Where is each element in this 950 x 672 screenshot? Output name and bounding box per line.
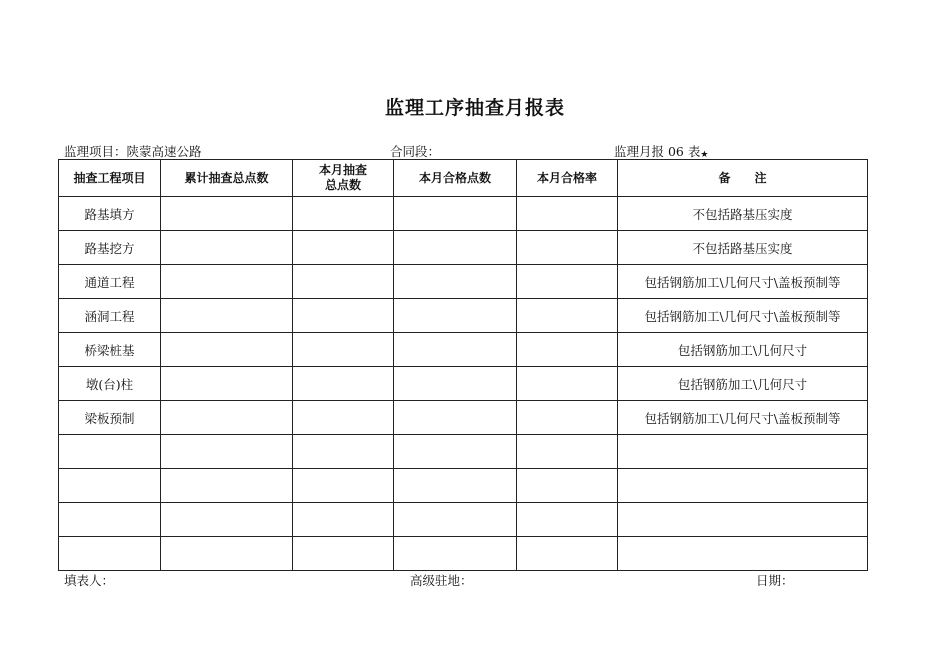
cell-month-points[interactable] bbox=[293, 265, 394, 299]
cell-item[interactable]: 梁板预制 bbox=[59, 401, 161, 435]
cell-month-points[interactable] bbox=[293, 503, 394, 537]
cell-remarks[interactable] bbox=[618, 469, 868, 503]
senior-office-label: 高级驻地： bbox=[410, 573, 473, 588]
col-header-cumulative-points: 累计抽查总点数 bbox=[161, 160, 293, 197]
form-number-text: 监理月报 06 表 bbox=[614, 144, 701, 159]
cell-item[interactable]: 桥梁桩基 bbox=[59, 333, 161, 367]
cell-remarks[interactable] bbox=[618, 435, 868, 469]
cell-month-pass-points[interactable] bbox=[394, 537, 517, 571]
cell-month-points[interactable] bbox=[293, 401, 394, 435]
cell-month-pass-points[interactable] bbox=[394, 333, 517, 367]
table-row bbox=[59, 469, 868, 503]
col-header-remarks-b: 注 bbox=[754, 170, 767, 185]
cell-month-pass-rate[interactable] bbox=[517, 367, 618, 401]
cell-cumulative-points[interactable] bbox=[161, 265, 293, 299]
col-header-remarks-a: 备 bbox=[718, 170, 731, 185]
contract-section-label: 合同段： bbox=[390, 144, 441, 159]
cell-item[interactable] bbox=[59, 469, 161, 503]
cell-month-pass-rate[interactable] bbox=[517, 299, 618, 333]
col-header-month-points-line1: 本月抽查 bbox=[318, 163, 367, 177]
cell-month-pass-points[interactable] bbox=[394, 197, 517, 231]
cell-item[interactable]: 墩(台)柱 bbox=[59, 367, 161, 401]
cell-remarks[interactable]: 包括钢筋加工\几何尺寸 bbox=[618, 367, 868, 401]
cell-cumulative-points[interactable] bbox=[161, 435, 293, 469]
cell-remarks[interactable]: 不包括路基压实度 bbox=[618, 231, 868, 265]
cell-cumulative-points[interactable] bbox=[161, 333, 293, 367]
form-number bbox=[614, 142, 708, 160]
cell-cumulative-points[interactable] bbox=[161, 231, 293, 265]
cell-month-points[interactable] bbox=[293, 435, 394, 469]
cell-remarks[interactable] bbox=[618, 503, 868, 537]
cell-cumulative-points[interactable] bbox=[161, 503, 293, 537]
cell-remarks[interactable]: 不包括路基压实度 bbox=[618, 197, 868, 231]
cell-month-points[interactable] bbox=[293, 333, 394, 367]
cell-month-pass-points[interactable] bbox=[394, 265, 517, 299]
cell-item[interactable] bbox=[59, 503, 161, 537]
cell-cumulative-points[interactable] bbox=[161, 197, 293, 231]
col-header-month-points-line2: 总点数 bbox=[324, 178, 361, 192]
table-row bbox=[59, 435, 868, 469]
cell-item[interactable]: 路基挖方 bbox=[59, 231, 161, 265]
cell-cumulative-points[interactable] bbox=[161, 401, 293, 435]
cell-month-points[interactable] bbox=[293, 367, 394, 401]
cell-month-pass-points[interactable] bbox=[394, 401, 517, 435]
project-label: 监理项目：陕蒙高速公路 bbox=[64, 144, 202, 159]
cell-month-points[interactable] bbox=[293, 197, 394, 231]
col-header-month-pass-points: 本月合格点数 bbox=[394, 160, 517, 197]
table-row bbox=[59, 503, 868, 537]
cell-month-pass-points[interactable] bbox=[394, 503, 517, 537]
cell-month-pass-points[interactable] bbox=[394, 299, 517, 333]
cell-month-pass-points[interactable] bbox=[394, 435, 517, 469]
col-header-month-points bbox=[293, 160, 394, 197]
cell-month-pass-rate[interactable] bbox=[517, 435, 618, 469]
cell-remarks[interactable]: 包括钢筋加工\几何尺寸\盖板预制等 bbox=[618, 265, 868, 299]
cell-month-pass-rate[interactable] bbox=[517, 401, 618, 435]
cell-month-pass-points[interactable] bbox=[394, 231, 517, 265]
cell-month-pass-rate[interactable] bbox=[517, 537, 618, 571]
table-row bbox=[59, 299, 868, 333]
cell-remarks[interactable]: 包括钢筋加工\几何尺寸 bbox=[618, 333, 868, 367]
cell-month-points[interactable] bbox=[293, 469, 394, 503]
cell-remarks[interactable]: 包括钢筋加工\几何尺寸\盖板预制等 bbox=[618, 299, 868, 333]
cell-month-points[interactable] bbox=[293, 231, 394, 265]
cell-cumulative-points[interactable] bbox=[161, 537, 293, 571]
cell-item[interactable]: 通道工程 bbox=[59, 265, 161, 299]
table-row bbox=[59, 265, 868, 299]
cell-month-pass-rate[interactable] bbox=[517, 265, 618, 299]
cell-month-points[interactable] bbox=[293, 299, 394, 333]
col-header-month-pass-rate: 本月合格率 bbox=[517, 160, 618, 197]
table-row bbox=[59, 401, 868, 435]
table-row bbox=[59, 537, 868, 571]
cell-cumulative-points[interactable] bbox=[161, 469, 293, 503]
cell-month-pass-rate[interactable] bbox=[517, 503, 618, 537]
cell-item[interactable]: 路基填方 bbox=[59, 197, 161, 231]
col-header-remarks bbox=[618, 160, 868, 197]
cell-month-pass-rate[interactable] bbox=[517, 469, 618, 503]
table-row bbox=[59, 367, 868, 401]
table-row bbox=[59, 333, 868, 367]
star-icon: ★ bbox=[700, 150, 709, 160]
cell-cumulative-points[interactable] bbox=[161, 367, 293, 401]
date-label: 日期： bbox=[756, 573, 794, 588]
cell-remarks[interactable] bbox=[618, 537, 868, 571]
cell-item[interactable] bbox=[59, 435, 161, 469]
cell-month-pass-points[interactable] bbox=[394, 469, 517, 503]
cell-month-points[interactable] bbox=[293, 537, 394, 571]
cell-item[interactable] bbox=[59, 537, 161, 571]
form-title: 监理工序抽查月报表 bbox=[384, 97, 565, 119]
inspection-table bbox=[58, 159, 868, 571]
cell-month-pass-rate[interactable] bbox=[517, 333, 618, 367]
filler-label: 填表人： bbox=[64, 573, 115, 588]
cell-remarks[interactable]: 包括钢筋加工\几何尺寸\盖板预制等 bbox=[618, 401, 868, 435]
table-row bbox=[59, 197, 868, 231]
cell-month-pass-rate[interactable] bbox=[517, 197, 618, 231]
cell-cumulative-points[interactable] bbox=[161, 299, 293, 333]
cell-month-pass-rate[interactable] bbox=[517, 231, 618, 265]
table-row bbox=[59, 231, 868, 265]
col-header-item: 抽查工程项目 bbox=[59, 160, 161, 197]
cell-item[interactable]: 涵洞工程 bbox=[59, 299, 161, 333]
cell-month-pass-points[interactable] bbox=[394, 367, 517, 401]
table-header-row bbox=[59, 160, 868, 197]
